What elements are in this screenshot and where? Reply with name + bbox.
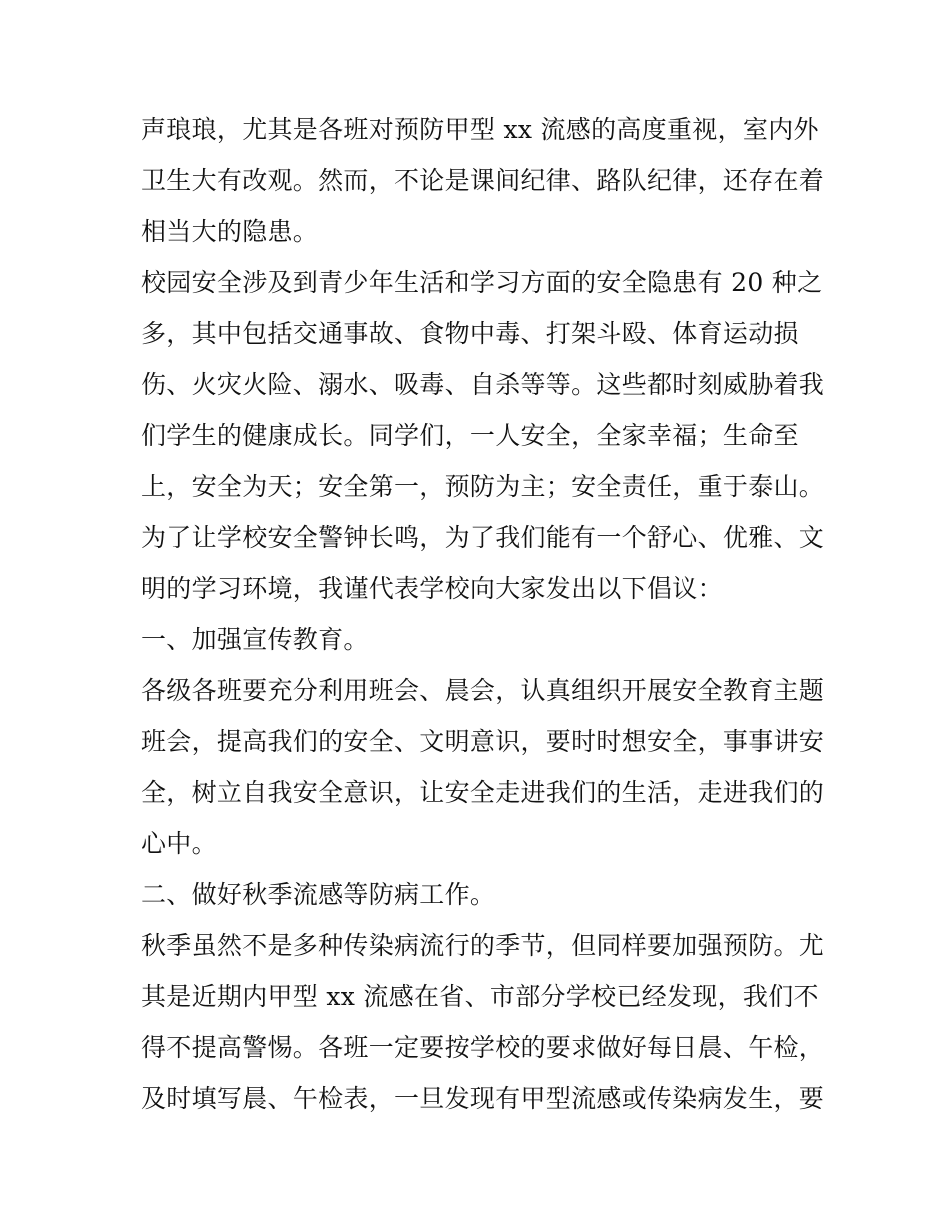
text-line: 多，其中包括交通事故、食物中毒、打架斗殴、体育运动损 [141, 319, 799, 348]
text-line: 明的学习环境，我谨代表学校向大家发出以下倡议： [141, 574, 723, 603]
text-line: 上，安全为天；安全第一，预防为主；安全责任，重于泰山。 [141, 472, 825, 501]
text-line: 校园安全涉及到青少年生活和学习方面的安全隐患有 20 种之 [141, 268, 823, 297]
text-line: 各级各班要充分利用班会、晨会，认真组织开展安全教育主题 [141, 676, 825, 705]
document-body [141, 104, 825, 1124]
text-line: 卫生大有改观。然而，不论是课间纪律、路队纪律，还存在着 [141, 166, 825, 195]
text-line: 们学生的健康成长。同学们，一人安全，全家幸福；生命至 [141, 421, 799, 450]
text-line: 全，树立自我安全意识，让安全走进我们的生活，走进我们的 [141, 778, 825, 807]
text-line: 得不提高警惕。各班一定要按学校的要求做好每日晨、午检， [141, 1033, 825, 1062]
text-line: 心中。 [141, 829, 217, 858]
text-line: 班会，提高我们的安全、文明意识，要时时想安全，事事讲安 [141, 727, 825, 756]
text-line: 声琅琅，尤其是各班对预防甲型 xx 流感的高度重视，室内外 [141, 115, 819, 144]
text-line: 相当大的隐患。 [141, 217, 319, 246]
text-line: 为了让学校安全警钟长鸣，为了我们能有一个舒心、优雅、文 [141, 523, 825, 552]
section-heading: 二、做好秋季流感等防病工作。 [141, 880, 496, 909]
text-line: 伤、火灾火险、溺水、吸毒、自杀等等。这些都时刻威胁着我 [141, 370, 825, 399]
text-line: 及时填写晨、午检表，一旦发现有甲型流感或传染病发生，要 [141, 1084, 825, 1113]
text-line: 其是近期内甲型 xx 流感在省、市部分学校已经发现，我们不 [141, 982, 819, 1011]
section-heading: 一、加强宣传教育。 [141, 625, 369, 654]
text-line: 秋季虽然不是多种传染病流行的季节，但同样要加强预防。尤 [141, 931, 825, 960]
